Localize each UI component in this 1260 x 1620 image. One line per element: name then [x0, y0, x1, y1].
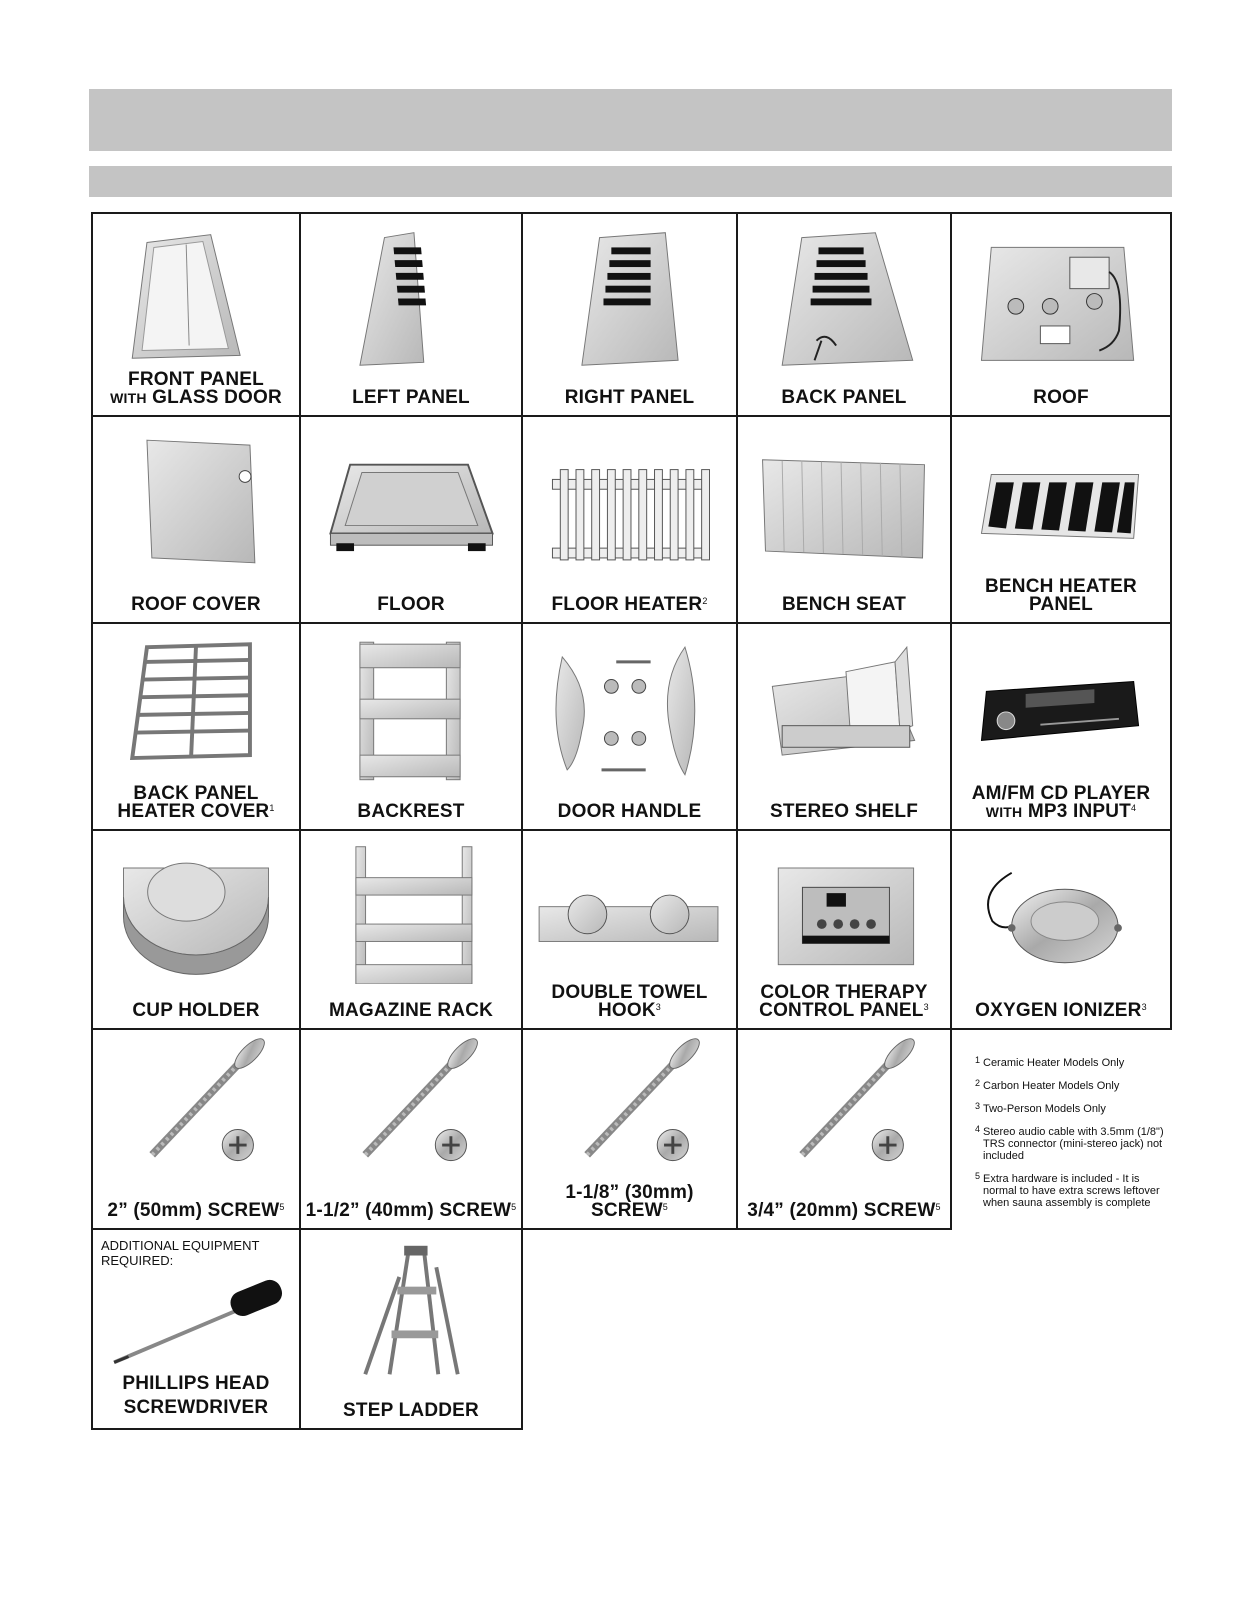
- part-left-panel: [299, 212, 523, 417]
- floor-heater-label: FLOOR HEATER$^2$: [551, 594, 708, 615]
- part-bench-seat: [736, 415, 952, 624]
- stereo-shelf-label: STEREO SHELF: [769, 801, 919, 822]
- backrest-label: BACKREST: [357, 801, 465, 822]
- part-screw-2in: [91, 1028, 301, 1230]
- part-bench-heater-panel: [950, 415, 1172, 624]
- roof-image: [952, 222, 1170, 371]
- part-oxygen-ionizer: [950, 829, 1172, 1030]
- part-screw-1-125in: [521, 1028, 738, 1230]
- roof-cover-label: ROOF COVER: [131, 594, 261, 615]
- screwdriver-label: PHILLIPS HEAD SCREWDRIVER: [122, 1373, 270, 1418]
- footnote-1: 1 Ceramic Heater Models Only: [975, 1055, 1125, 1069]
- back-panel-heater-cover-label: BACK PANEL HEATER COVER$^1$: [117, 783, 275, 822]
- part-door-handle: [521, 622, 738, 831]
- cd-player-image: [952, 632, 1170, 785]
- back-panel-label: BACK PANEL: [781, 387, 907, 408]
- part-floor-heater: [521, 415, 738, 624]
- part-front-panel: [91, 212, 301, 417]
- right-panel-image: [523, 222, 736, 371]
- stereo-shelf-image: [738, 632, 950, 785]
- part-cup-holder: [91, 829, 301, 1030]
- screw-2in-image: [93, 1038, 299, 1184]
- additional-screwdriver: [91, 1228, 301, 1430]
- footnote-3: 3 Two-Person Models Only: [975, 1101, 1106, 1115]
- bench-seat-label: BENCH SEAT: [781, 594, 907, 615]
- part-floor: [299, 415, 523, 624]
- roof-cover-image: [93, 425, 299, 578]
- door-handle-label: DOOR HANDLE: [557, 801, 702, 822]
- floor-image: [301, 425, 521, 578]
- part-double-towel-hook: [521, 829, 738, 1030]
- double-towel-hook-image: [523, 839, 736, 984]
- bench-seat-image: [738, 425, 950, 578]
- color-therapy-label: COLOR THERAPY CONTROL PANEL$^3$: [759, 982, 929, 1021]
- magazine-rack-image: [301, 839, 521, 984]
- header-bar: [89, 89, 1172, 151]
- floor-heater-image: [523, 425, 736, 578]
- screw-0-75in-label: 3/4” (20mm) SCREW$^5$: [747, 1200, 941, 1221]
- back-panel-heater-cover-image: [93, 632, 299, 785]
- part-roof: [950, 212, 1172, 417]
- part-roof-cover: [91, 415, 301, 624]
- left-panel-label: LEFT PANEL: [352, 387, 470, 408]
- screw-2in-label: 2” (50mm) SCREW$^5$: [107, 1200, 285, 1221]
- screw-1-125in-image: [523, 1038, 736, 1184]
- back-panel-image: [738, 222, 950, 371]
- additional-step-ladder: [299, 1228, 523, 1430]
- cup-holder-image: [93, 839, 299, 984]
- part-screw-0-75in: [736, 1028, 952, 1230]
- subheader-bar: [89, 166, 1172, 197]
- part-color-therapy: [736, 829, 952, 1030]
- front-panel-image: [93, 222, 299, 371]
- backrest-image: [301, 632, 521, 785]
- footnotes: [975, 1057, 1175, 1220]
- screw-1-5in-image: [301, 1038, 521, 1184]
- screw-1-125in-label: 1-1/8” (30mm) SCREW$^5$: [565, 1182, 694, 1221]
- part-cd-player: [950, 622, 1172, 831]
- double-towel-hook-label: DOUBLE TOWEL HOOK$^3$: [551, 982, 708, 1021]
- oxygen-ionizer-image: [952, 839, 1170, 984]
- step-ladder-label: STEP LADDER: [343, 1400, 479, 1421]
- part-stereo-shelf: [736, 622, 952, 831]
- oxygen-ionizer-label: OXYGEN IONIZER$^3$: [975, 1000, 1147, 1021]
- bench-heater-panel-image: [952, 425, 1170, 578]
- cup-holder-label: CUP HOLDER: [132, 1000, 260, 1021]
- magazine-rack-label: MAGAZINE RACK: [328, 1000, 494, 1021]
- part-magazine-rack: [299, 829, 523, 1030]
- door-handle-image: [523, 632, 736, 785]
- screwdriver-image: [93, 1266, 299, 1372]
- part-backrest: [299, 622, 523, 831]
- color-therapy-image: [738, 839, 950, 984]
- bench-heater-panel-label: BENCH HEATER PANEL: [985, 576, 1137, 615]
- right-panel-label: RIGHT PANEL: [564, 387, 695, 408]
- step-ladder-image: [301, 1238, 521, 1384]
- footnote-5: 5 Extra hardware is included - It is normal to have extra screws leftover when sauna assembly is complete: [975, 1171, 1160, 1209]
- footnote-4: 4 Stereo audio cable with 3.5mm (1/8") TRS connector (mini-stereo jack) not included: [975, 1124, 1164, 1162]
- cd-player-label: AM/FM CD PLAYER WITH MP3 INPUT$^4$: [971, 783, 1151, 822]
- front-panel-label: FRONT PANEL WITH GLASS DOOR: [110, 369, 282, 408]
- additional-equipment-heading: ADDITIONAL EQUIPMENT REQUIRED:: [101, 1238, 260, 1268]
- floor-label: FLOOR: [377, 594, 445, 615]
- screw-1-5in-label: 1-1/2” (40mm) SCREW$^5$: [305, 1200, 517, 1221]
- part-screw-1-5in: [299, 1028, 523, 1230]
- part-right-panel: [521, 212, 738, 417]
- part-back-panel-heater-cover: [91, 622, 301, 831]
- roof-label: ROOF: [1033, 387, 1089, 408]
- footnote-2: 2 Carbon Heater Models Only: [975, 1078, 1120, 1092]
- screw-0-75in-image: [738, 1038, 950, 1184]
- part-back-panel: [736, 212, 952, 417]
- left-panel-image: [301, 222, 521, 371]
